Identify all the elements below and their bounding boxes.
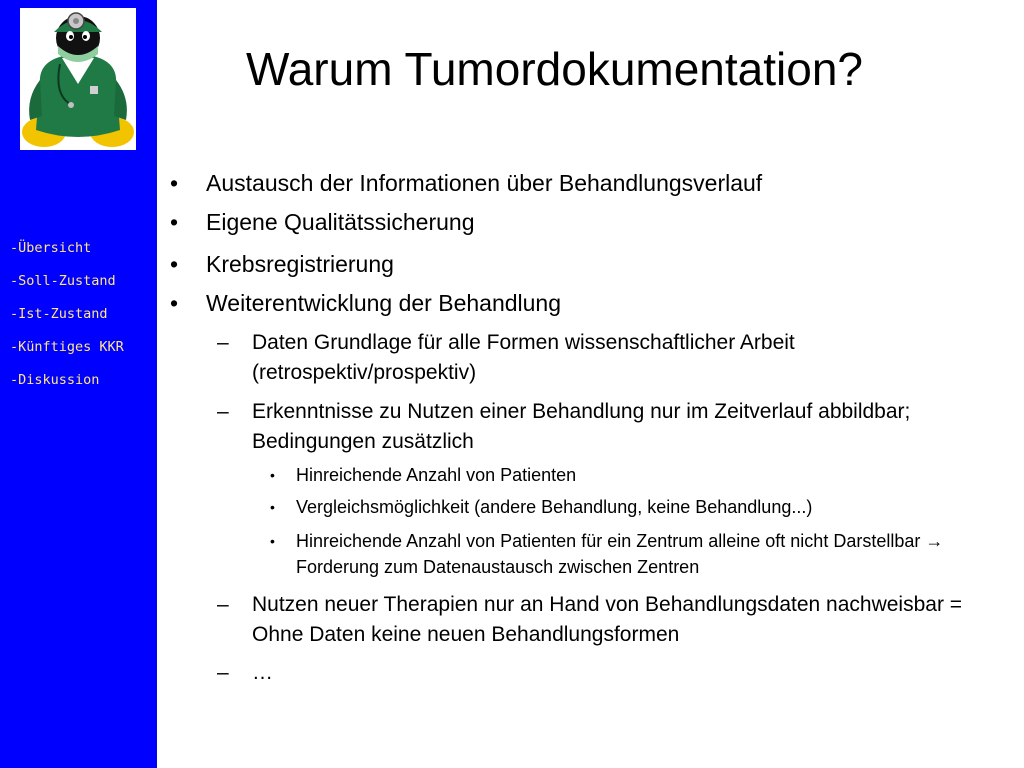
sub-sub-bullet-text: Hinreichende Anzahl von Patienten für ein Zentrum alleine oft nicht Darstellbar → Forderung zum Datenaustausch zwischen Zentren: [296, 531, 944, 577]
bullet-marker: •: [170, 290, 179, 316]
sub-sub-bullet-item: [270, 494, 980, 520]
sub-bullet-item: [217, 328, 977, 388]
sub-bullet-marker: –: [217, 331, 229, 354]
nav-item-diskussion[interactable]: -Diskussion: [10, 372, 100, 388]
penguin-doctor-logo: [20, 8, 136, 150]
sub-bullet-marker: –: [217, 593, 229, 616]
sub-bullet-text: …: [252, 661, 273, 684]
nav-item-soll-zustand[interactable]: -Soll-Zustand: [10, 273, 116, 289]
sub-sub-bullet-item: [270, 528, 980, 580]
sub-sub-bullet-marker: •: [270, 467, 275, 483]
sidebar-nav: [10, 232, 124, 397]
sub-bullet-marker: –: [217, 661, 229, 684]
sub-bullet-text: Nutzen neuer Therapien nur an Hand von Behandlungsdaten nachweisbar = Ohne Daten keine neuen Behandlungsformen: [252, 593, 963, 646]
bullet-marker: •: [170, 170, 179, 196]
nav-item-uebersicht[interactable]: -Übersicht: [10, 240, 92, 256]
sub-bullet-text: Erkenntnisse zu Nutzen einer Behandlung nur im Zeitverlauf abbildbar; Bedingungen zusätzlich: [252, 400, 911, 453]
sub-bullet-item: [217, 590, 977, 650]
nav-item-kuenftiges-kkr[interactable]: -Künftiges KKR: [10, 339, 124, 355]
sub-bullet-item: [217, 658, 977, 688]
sub-bullet-item: [217, 397, 977, 457]
sub-bullet-text: Daten Grundlage für alle Formen wissenschaftlicher Arbeit (retrospektiv/prospektiv): [252, 331, 795, 384]
penguin-doctor-icon: [20, 8, 136, 150]
sub-sub-bullet-text: Vergleichsmöglichkeit (andere Behandlung, keine Behandlung...): [296, 497, 813, 517]
sub-sub-bullet-marker: •: [270, 533, 275, 549]
bullet-marker: •: [170, 251, 179, 277]
sub-sub-bullet-text: Hinreichende Anzahl von Patienten: [296, 465, 577, 485]
bullet-text: Austausch der Informationen über Behandlungsverlauf: [206, 170, 763, 196]
sub-bullet-marker: –: [217, 400, 229, 423]
bullet-marker: •: [170, 209, 179, 235]
sub-sub-bullet-item: [270, 462, 980, 488]
bullet-text: Krebsregistrierung: [206, 251, 394, 277]
bullet-text: Eigene Qualitätssicherung: [206, 209, 475, 235]
slide-title: Warum Tumordokumentation?: [246, 43, 864, 95]
bullet-text: Weiterentwicklung der Behandlung: [206, 290, 562, 316]
nav-item-ist-zustand[interactable]: -Ist-Zustand: [10, 306, 108, 322]
sidebar: [0, 0, 157, 768]
sub-sub-bullet-marker: •: [270, 499, 275, 515]
